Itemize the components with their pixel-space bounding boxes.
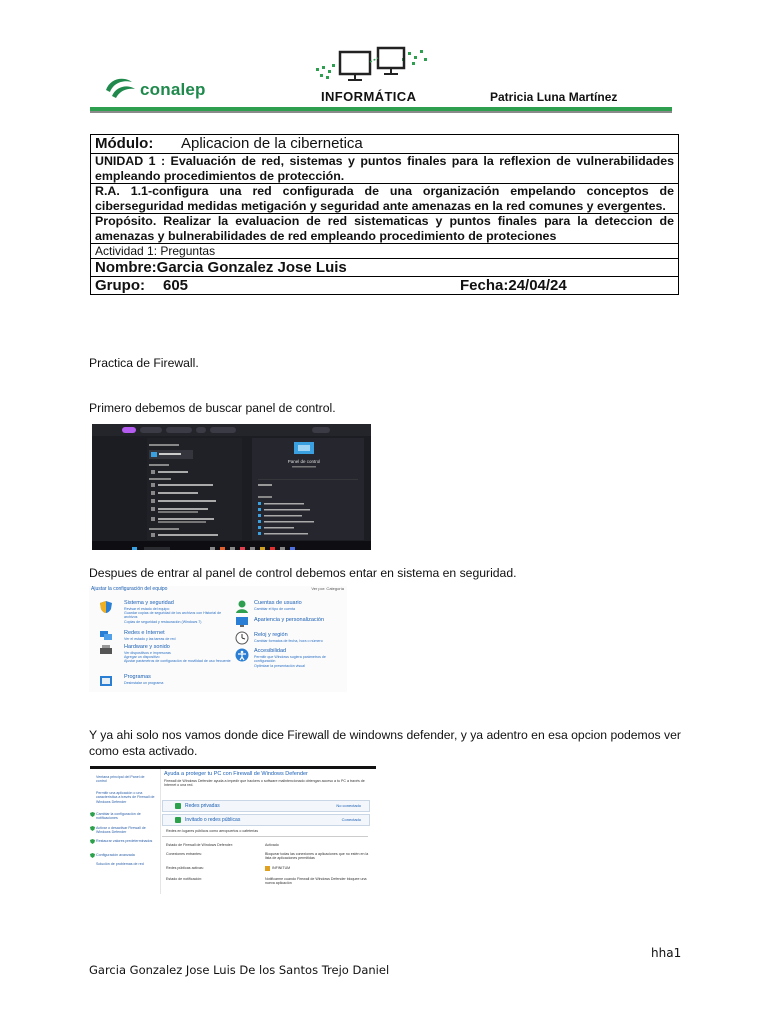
logo-text: conalep: [140, 80, 206, 99]
cp-cat-network[interactable]: Redes e Internet: [124, 630, 165, 636]
paragraph-step3: Y ya ahi solo nos vamos donde dice Firewall de windowns defender, y ya adentro en esa opcion podemos ver como esta activado.: [89, 728, 681, 758]
shield-check-icon: [175, 817, 181, 823]
cp-cat-programs[interactable]: Programas: [124, 674, 151, 680]
footer-authors: Garcia Gonzalez Jose Luis De los Santos Trejo Daniel: [89, 963, 390, 977]
fw-side-link[interactable]: Configuración avanzada: [96, 853, 135, 857]
paragraph-step2: Despues de entrar al panel de control debemos entar en sistema en seguridad.: [89, 566, 517, 580]
fw-row-label: Estado de Firewall de Windows Defender:: [166, 843, 233, 847]
fecha-value: Fecha:24/04/24: [460, 277, 567, 294]
fw-row-value: Notificarme cuando Firewall de Windows Defender bloquee una nueva aplicación: [265, 877, 367, 886]
fw-row-label: Estado de notificación:: [166, 877, 203, 881]
search-tabs-bar: [92, 424, 371, 436]
fw-heading: Ayuda a proteger tu PC con Firewall de Windows Defender: [164, 771, 308, 777]
fw-public-state: Conectado: [341, 817, 361, 822]
cp-cat-hardware[interactable]: Hardware y sonido: [124, 644, 170, 650]
cp-sub[interactable]: Agregar un dispositivo: [124, 655, 160, 659]
page-mark: hha1: [651, 946, 682, 960]
cp-view-by: Ver por: Categoría: [311, 586, 344, 591]
cp-sub[interactable]: Revisar el estado del equipo: [124, 607, 170, 611]
network-small-icon: [265, 866, 270, 871]
cp-heading: Ajustar la configuración del equipo: [91, 586, 168, 592]
paragraph-step1: Primero debemos de buscar panel de control.: [89, 401, 336, 415]
accessibility-icon: [235, 648, 249, 662]
grupo-row: [91, 277, 679, 295]
appearance-icon: [235, 616, 249, 628]
fw-description: Firewall de Windows Defender ayuda a impedir que hackers o software malintencionado obtengan acceso a tu PC a través de Internet o una red.: [164, 779, 365, 788]
cp-cat-accounts[interactable]: Cuentas de usuario: [254, 600, 302, 606]
preview-title: Panel de control: [287, 459, 321, 464]
programs-icon: [99, 675, 113, 687]
header-rule-gray: [90, 111, 672, 113]
modulo-value: Aplicacion de la cibernetica: [181, 135, 363, 152]
modulo-label: Módulo:: [95, 135, 154, 152]
cp-cat-appearance[interactable]: Apariencia y personalización: [254, 617, 325, 623]
fw-public-name: Invitado o redes públicas: [185, 817, 241, 823]
printer-icon: [99, 644, 113, 656]
fw-divider: [162, 836, 368, 837]
search-results-list: [147, 438, 242, 540]
shield-small-icon: [90, 839, 95, 844]
course-info-table: [90, 134, 679, 295]
fw-public-network[interactable]: [162, 814, 370, 826]
cp-sub[interactable]: Guardar copias de seguridad de los archivos con Historial de archivos: [124, 611, 222, 620]
conalep-logo-icon: [102, 72, 138, 102]
teacher-name: Patricia Luna Martínez: [490, 90, 618, 104]
shield-small-icon: [90, 853, 95, 858]
grupo-label: Grupo:: [95, 277, 145, 294]
cp-cat-accessibility[interactable]: Accesibilidad: [254, 648, 287, 654]
security-shield-icon: [99, 600, 113, 614]
shield-small-icon: [90, 826, 95, 831]
paragraph-intro: Practica de Firewall.: [89, 356, 199, 370]
fw-row-value: INFINITUM: [272, 866, 291, 870]
fw-private-network[interactable]: [162, 800, 370, 812]
fw-private-name: Redes privadas: [185, 803, 220, 809]
cp-sub[interactable]: Optimizar la presentación visual: [254, 664, 305, 668]
fw-side-link[interactable]: Solución de problemas de red: [96, 862, 144, 866]
cp-sub[interactable]: Ver dispositivos e impresoras: [124, 651, 171, 655]
fw-side-link[interactable]: Restaurar valores predeterminados: [96, 839, 153, 843]
cp-sub[interactable]: Permitir que Windows sugiera parámetros de configuración: [254, 655, 326, 664]
cp-cat-clock[interactable]: Reloj y región: [254, 632, 288, 638]
shield-small-icon: [90, 812, 95, 817]
nombre-row: Nombre:Garcia Gonzalez Jose Luis: [91, 259, 679, 277]
cp-sub[interactable]: Copias de seguridad y restauración (Windows 7): [124, 620, 202, 624]
unidad-row: UNIDAD 1 : Evaluación de red, sistemas y puntos finales para la reflexion de vulnerabilidades empleando procedimientos de protección.: [91, 154, 679, 184]
user-accounts-icon: [235, 599, 249, 613]
modulo-row: [91, 135, 679, 154]
fw-row-label: Conexiones entrantes:: [166, 852, 202, 856]
search-screenshot: [92, 424, 371, 550]
computers-icon: [312, 46, 434, 90]
proposito-row: Propósito. Realizar la evaluacion de red sistematicas y puntos finales para la deteccion de amenazas y bulnerabilidades de red empleando procedimiento de proteciones: [91, 214, 679, 244]
ra-row: R.A. 1.1-configura una red configurada de una organización empelando conceptos de ciberseguridad medidas metigación y seguridad ante amenazas en la red comunes y evergentes.: [91, 184, 679, 214]
fw-side-link[interactable]: Cambiar la configuración de notificaciones: [96, 812, 141, 821]
cp-sub[interactable]: Ver el estado y las tareas de red: [124, 637, 176, 641]
fw-side-link[interactable]: Ventana principal del Panel de control: [96, 775, 145, 784]
fw-row-label: Redes públicas activas:: [166, 866, 204, 870]
fw-public-desc: Redes en lugares públicos como aeropuertos o cafeterías: [166, 829, 259, 833]
windows-taskbar: [92, 541, 371, 550]
cp-sub[interactable]: Cambiar formatos de fecha, hora o número: [254, 639, 323, 643]
cp-cat-system-security[interactable]: Sistema y seguridad: [124, 600, 174, 606]
fw-row-value: Bloquear todas las conexiones a aplicaciones que no estén en la lista de aplicaciones permitidas: [265, 852, 369, 861]
cp-sub[interactable]: Desinstalar un programa: [124, 681, 164, 685]
fw-private-state: No conectado: [336, 803, 361, 808]
firewall-screenshot: [90, 766, 376, 894]
subject-title: INFORMÁTICA: [321, 89, 417, 104]
fw-side-link[interactable]: Permitir una aplicación o una característica a través de Firewall de Windows Defender: [96, 791, 155, 804]
actividad-row: Actividad 1: Preguntas: [91, 244, 679, 259]
cp-sub[interactable]: Ajustar parámetros de configuración de movilidad de uso frecuente: [124, 659, 231, 663]
search-preview-pane: [252, 438, 364, 540]
fw-side-link[interactable]: Activar o desactivar Firewall de Windows Defender: [96, 826, 146, 835]
control-panel-screenshot: [89, 586, 347, 692]
clock-icon: [235, 631, 249, 645]
network-icon: [99, 630, 113, 642]
shield-check-icon: [175, 803, 181, 809]
grupo-value: 605: [163, 277, 189, 294]
cp-sub[interactable]: Cambiar el tipo de cuenta: [254, 607, 295, 611]
fw-row-value: Activado: [265, 843, 279, 847]
